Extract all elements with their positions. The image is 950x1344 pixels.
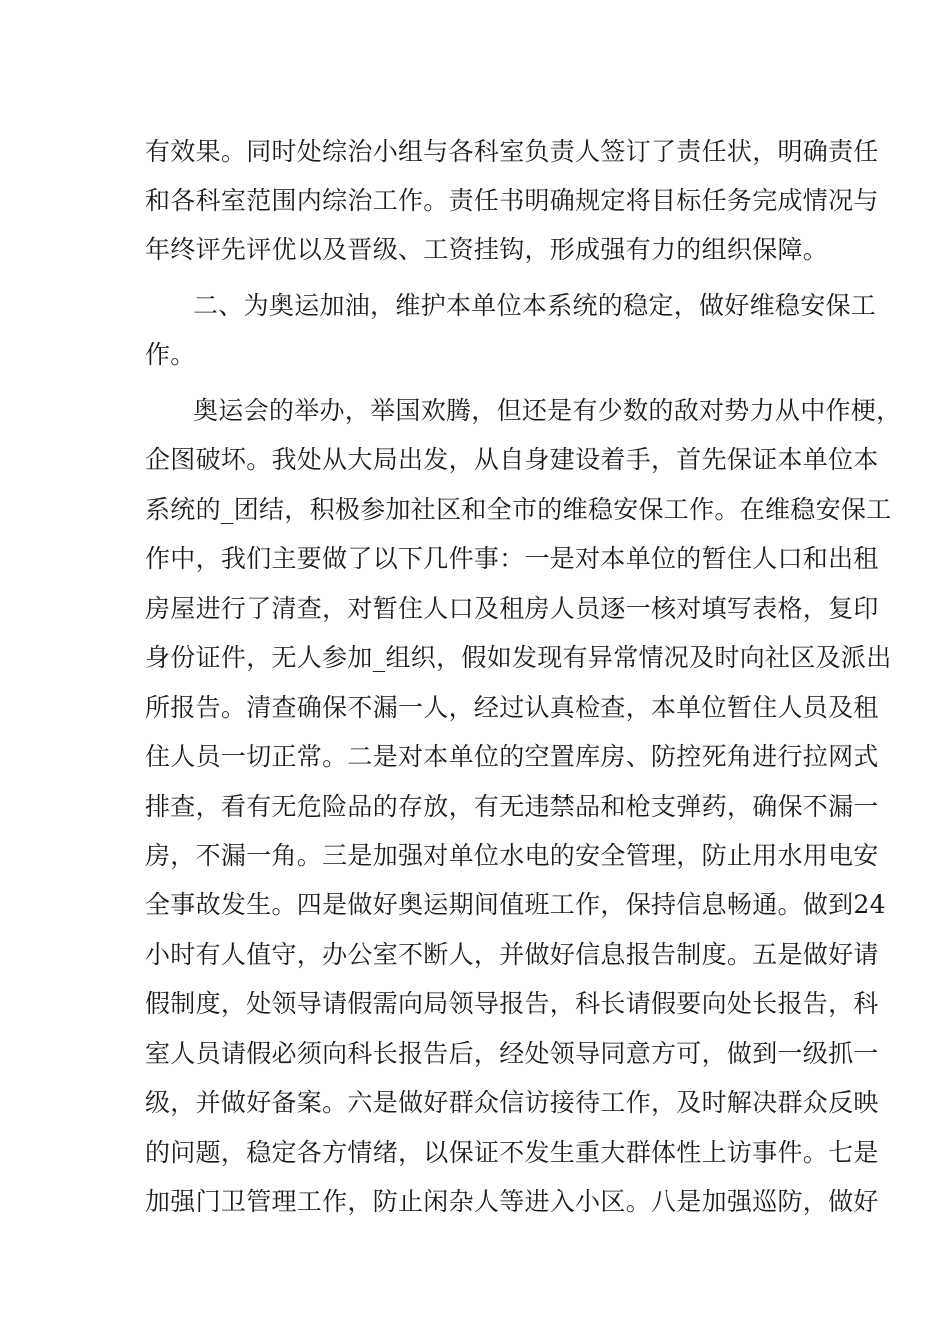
text-line: 房，不漏一角。三是加强对单位水电的安全管理，防止用水用电安 <box>145 841 879 870</box>
text-line: 的问题，稳定各方情绪，以保证不发生重大群体性上访事件。七是 <box>145 1138 879 1167</box>
text-line: 企图破坏。我处从大局出发，从自身建设着手，首先保证本单位本 <box>145 445 879 474</box>
text-line: 全事故发生。四是做好奥运期间值班工作，保持信息畅通。做到24 <box>145 890 886 919</box>
text-line: 有效果。同时处综治小组与各科室负责人签订了责任状，明确责任 <box>145 137 879 166</box>
text-line: 身份证件，无人参加_组织，假如发现有异常情况及时向社区及派出 <box>145 643 892 672</box>
text-line: 加强门卫管理工作，防止闲杂人等进入小区。八是加强巡防，做好 <box>145 1187 879 1216</box>
text-line: 级，并做好备案。六是做好群众信访接待工作，及时解决群众反映 <box>145 1088 879 1117</box>
section-heading-cont: 作。 <box>145 340 196 369</box>
section-heading: 二、为奥运加油，维护本单位本系统的稳定，做好维稳安保工 <box>193 291 877 320</box>
text-line: 排查，看有无危险品的存放，有无违禁品和枪支弹药，确保不漏一 <box>145 792 879 821</box>
paragraph-first-line: 奥运会的举办，举国欢腾，但还是有少数的敌对势力从中作梗， <box>193 396 902 425</box>
text-line: 假制度，处领导请假需向局领导报告，科长请假要向处长报告，科 <box>145 989 879 1018</box>
text-line: 小时有人值守，办公室不断人，并做好信息报告制度。五是做好请 <box>145 940 879 969</box>
text-line: 系统的_团结，积极参加社区和全市的维稳安保工作。在维稳安保工 <box>145 495 892 524</box>
text-line: 作中，我们主要做了以下几件事：一是对本单位的暂住人口和出租 <box>145 544 879 573</box>
text-line: 住人员一切正常。二是对本单位的空置库房、防控死角进行拉网式 <box>145 742 879 771</box>
text-line: 所报告。清查确保不漏一人，经过认真检查，本单位暂住人员及租 <box>145 693 879 722</box>
text-line: 和各科室范围内综治工作。责任书明确规定将目标任务完成情况与 <box>145 186 879 215</box>
text-line: 房屋进行了清查，对暂住人口及租房人员逐一核对填写表格，复印 <box>145 594 879 623</box>
text-line: 室人员请假必须向科长报告后，经处领导同意方可，做到一级抓一 <box>145 1039 879 1068</box>
text-line: 年终评先评优以及晋级、工资挂钩，形成强有力的组织保障。 <box>145 235 829 264</box>
